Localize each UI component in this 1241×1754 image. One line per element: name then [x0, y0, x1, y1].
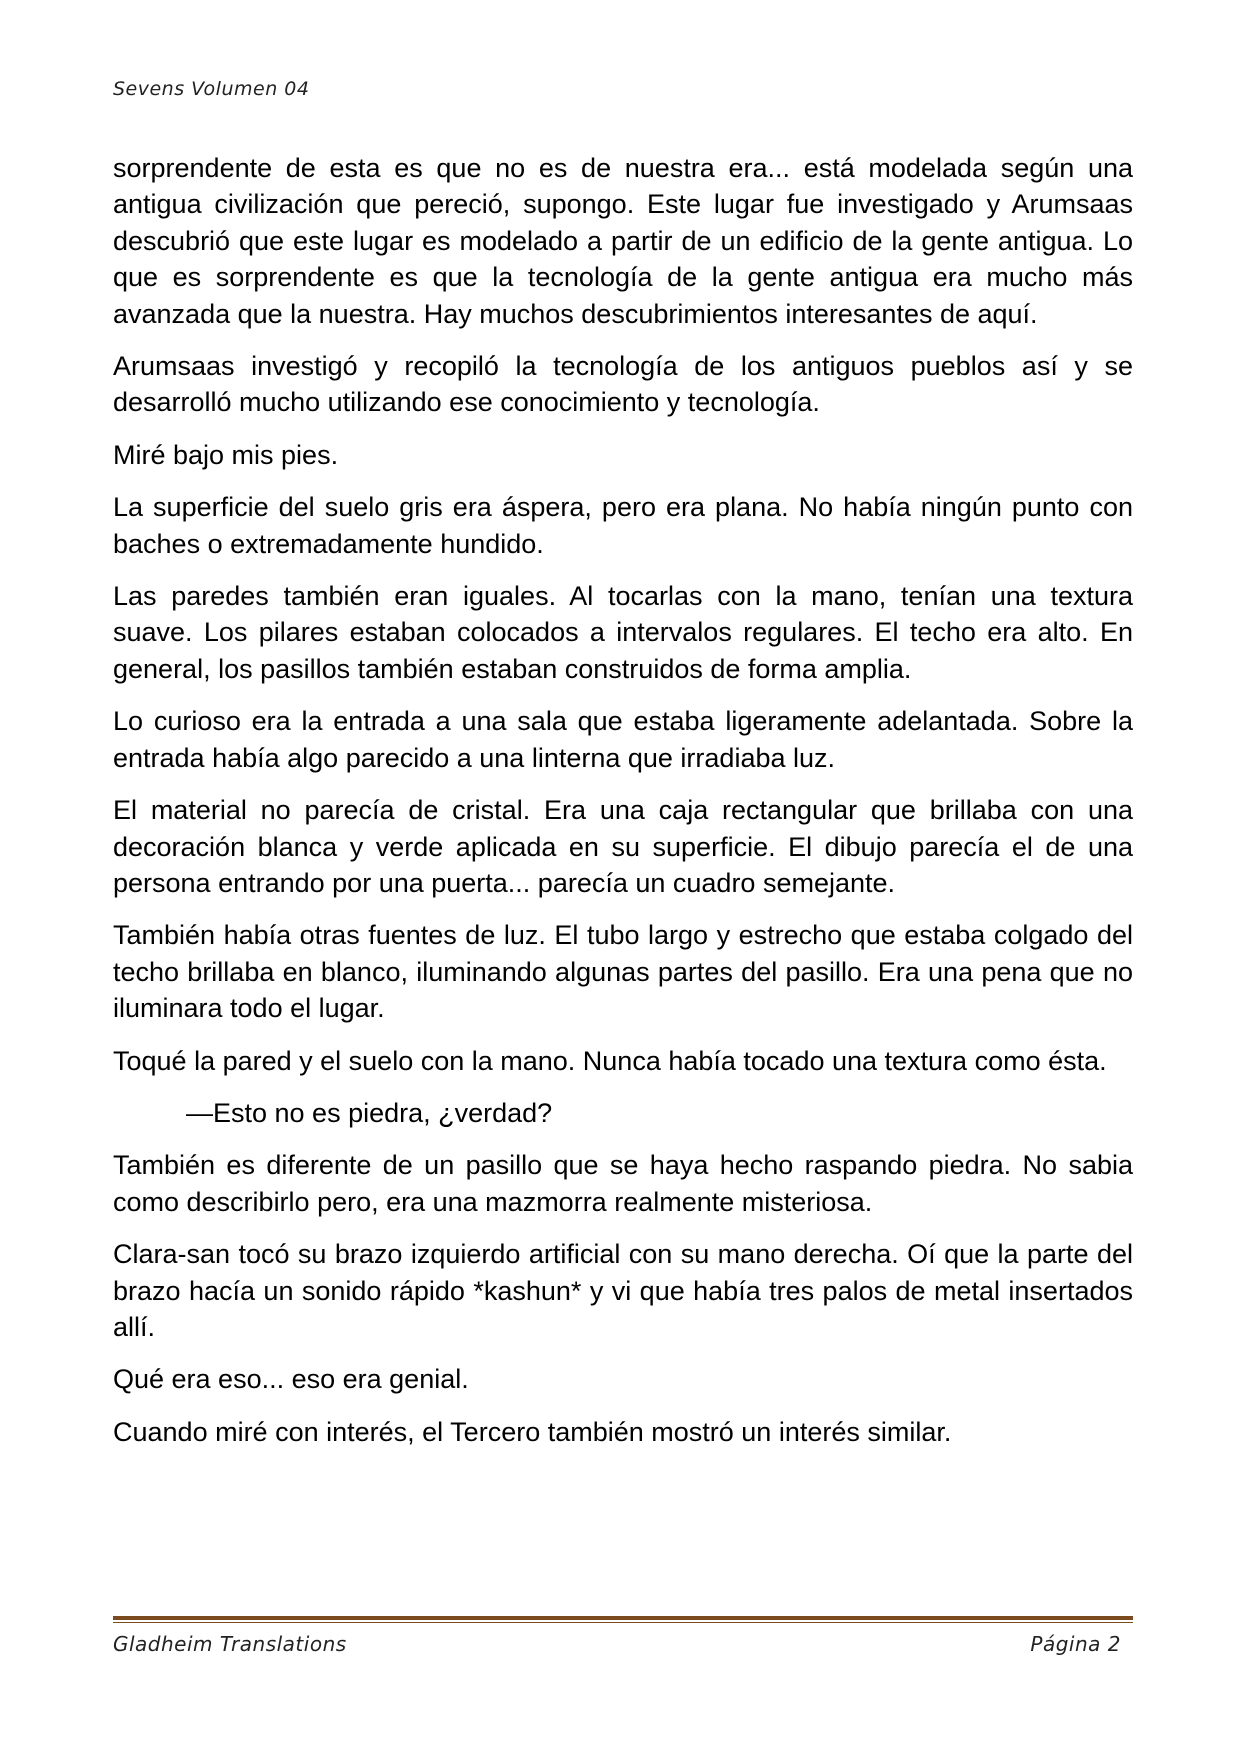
paragraph: sorprendente de esta es que no es de nuestra era... está modelada según una antigua civilización que pereció, supongo. Este lugar fue investigado y Arumsaas descubrió que este lugar es modelado a partir de un edificio de la gente antigua. Lo que es sorprendente es que la tecnología de la gente antigua era mucho más avanzada que la nuestra. Hay muchos descubrimientos interesantes de aquí. — [113, 153, 1133, 329]
running-header: Sevens Volumen 04 — [113, 78, 310, 100]
paragraph: Lo curioso era la entrada a una sala que estaba ligeramente adelantada. Sobre la entrada había algo parecido a una linterna que irradiaba luz. — [113, 706, 1133, 773]
footer-rule-thin — [113, 1622, 1133, 1623]
paragraph: También es diferente de un pasillo que se haya hecho raspando piedra. No sabia como describirlo pero, era una mazmorra realmente misteriosa. — [113, 1150, 1133, 1217]
paragraph: Miré bajo mis pies. — [113, 439, 339, 470]
paragraph: Toqué la pared y el suelo con la mano. Nunca había tocado una textura como ésta. — [113, 1045, 1107, 1076]
paragraph: Clara-san tocó su brazo izquierdo artificial con su mano derecha. Oí que la parte del brazo hacía un sonido rápido *kashun* y vi que había tres palos de metal insertados allí. — [113, 1239, 1133, 1342]
paragraph: Las paredes también eran iguales. Al tocarlas con la mano, tenían una textura suave. Los pilares estaban colocados a intervalos regulares. El techo era alto. En general, los pasillos también estaban construidos de forma amplia. — [113, 581, 1133, 684]
paragraph: Arumsaas investigó y recopiló la tecnología de los antiguos pueblos así y se desarrolló mucho utilizando ese conocimiento y tecnología. — [113, 351, 1133, 418]
paragraph: Cuando miré con interés, el Tercero también mostró un interés similar. — [113, 1416, 952, 1447]
paragraph: También había otras fuentes de luz. El tubo largo y estrecho que estaba colgado del techo brillaba en blanco, iluminando algunas partes del pasillo. Era una pena que no iluminara todo el lugar. — [113, 920, 1133, 1024]
footer-credit: Gladheim Translations — [113, 1632, 347, 1656]
page-body — [113, 150, 1133, 1466]
footer-rule — [113, 1616, 1133, 1620]
paragraph: Qué era eso... eso era genial. — [113, 1364, 469, 1395]
paragraph: El material no parecía de cristal. Era una caja rectangular que brillaba con una decoración blanca y verde aplicada en su superficie. El dibujo parecía el de una persona entrando por una puerta... parecía un cuadro semejante. — [113, 795, 1133, 898]
page-number: Página 2 — [1030, 1632, 1121, 1656]
dialogue-line: —Esto no es piedra, ¿verdad? — [186, 1097, 553, 1128]
paragraph: La superficie del suelo gris era áspera, pero era plana. No había ningún punto con baches o extremadamente hundido. — [113, 492, 1133, 559]
